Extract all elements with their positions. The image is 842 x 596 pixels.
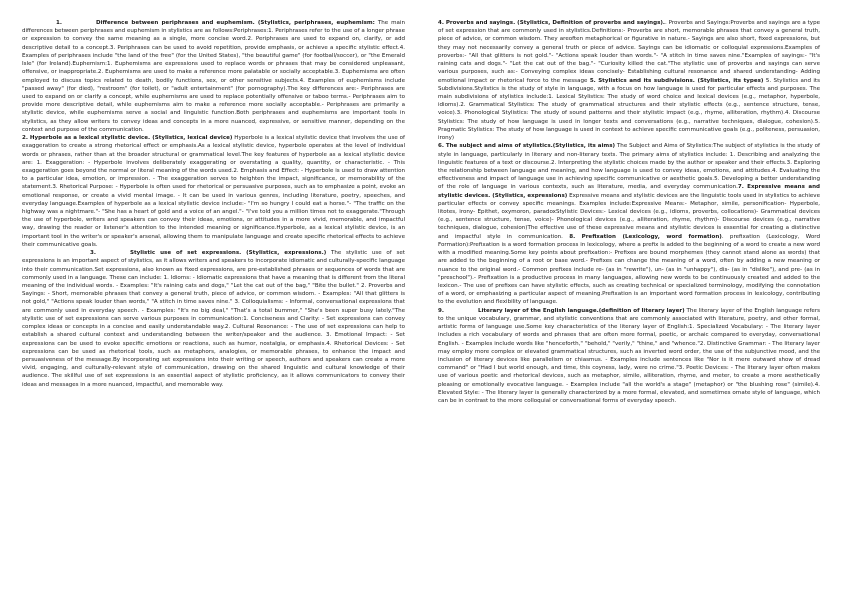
- section-number: 2.: [22, 135, 28, 142]
- section-heading: Stylistic use of set expressions. (Stylistics, expressions.): [129, 250, 327, 257]
- section-body: Hyperbole is a lexical stylistic device that involves the use of exaggeration to create a strong rhetorical effect or emphasis.As a lexical stylistic device, hyperbole operates at the level of individual words or phrases, rather than at the broader structural or grammatical level.The key features of hyperbole as a lexical stylistic device are: 1. Exaggeration: - Hyperbole involves deliberately exaggerating or overstating a quality, quantity, or characteristic. - This exaggeration goes beyond the normal or literal meaning of the words used.2. Emphasis and Effect: - Hyperbole is used to draw attention to a particular idea, emotion, or impression. - The exaggeration serves to heighten the impact, significance, or memorability of the statement.3. Rhetorical Purpose: - Hyperbole is often used for rhetorical or persuasive purposes, such as to emphasize a point, evoke an emotional response, or create a vivid mental image. - It can be used in various genres, including literature, poetry, speeches, and everyday language.Examples of hyperbole as a lexical stylistic device include:- "I'm so hungry I could eat a horse."- "The traffic on the highway was a nightmare."- "She has a heart of gold and a voice of an angel."- "I've told you a million times not to exaggerate."Through the use of hyperbole, writers and speakers can convey their ideas, emotions, or attitudes in a more vivid, memorable, and impactful way, drawing the reader or listener's attention to the intended meaning or significance.Hyperbole, as a lexical stylistic device, is an important tool in the writer's or speaker's arsenal, allowing them to manipulate language and create specific rhetorical effects to achieve their communicative goals.: [22, 135, 405, 248]
- section-2: [22, 134, 405, 249]
- section-4: [438, 19, 820, 142]
- section-body: Expressive means and stylistic devices are the linguistic tools used in stylistics to achieve particular effects or convey specific meanings. Examples include:Expressive Means:- Metaphor, simile, personification- Hyperbole, litotes, irony- Epithet, oxymoron, paradoxStylistic Devices:- Lexical devices (e.g., idioms, proverbs, collocations)- Grammatical devices (e.g., sentence structure, tense, voice)- Phonological devices (e.g., alliteration, rhyme, rhythm)- Discourse devices (e.g., narrative techniques, dialogue, cohesion)The effective use of these expressive means and stylistic devices is essential for creating a distinctive and impactful style in communication.: [438, 192, 820, 240]
- section-heading: Hyperbole as a lexical stylistic device. (Stylistics, lexical device): [29, 135, 233, 142]
- section-body: 5. Stylistics and its Subdivisions.Stylistics is the study of style in language, with a focus on how language is used for particular effects and purposes. The main subdivisions of stylistics include:1. Lexical Stylistics: The study of word choice and lexical devices (e.g., metaphor, hyperbole, idioms).2. Grammatical Stylistics: The study of grammatical structures and their stylistic effects (e.g., sentence structure, tense, voice).3. Phonological Stylistics: The study of sound patterns and their stylistic impact (e.g., rhyme, alliteration, rhythm).4. Discourse Stylistics: The study of how language is used in longer texts and conversations (e.g., narrative techniques, dialogue, cohesion).5. Pragmatic Stylistics: The study of how language is used in context to achieve specific communicative goals (e.g., politeness, persuasion, irony): [438, 77, 820, 142]
- section-heading: Prefixation (Lexicology, word formation): [581, 233, 722, 240]
- inline-section: [438, 184, 820, 239]
- section-body: . prefixation (Lexicology, Word Formation):Prefixation is a word formation process in lexicology, where a prefix is added to the beginning of a word to create a new word with a modified meaning.Some key points about prefixation:- Prefixes are bound morphemes (they cannot stand alone as words) that are added to the beginning of a root or base word.- Prefixes can change the meaning of a word, often by adding a new meaning or nuance to the original word.- Common prefixes include re- (as in "rewrite"), un- (as in "unhappy"), dis- (as in "dislike"), and pre- (as in "preschool").- Prefixation is a productive process in many languages, allowing new words to be continuously created and added to the lexicon.- The use of prefixes can have stylistic effects, such as creating technical or specialized terminology, modifying the connotation of a word, or emphasizing a particular aspect of meaning.Prefixation is an important word formation process in lexicology, contributing to the evolution and flexibility of language.: [438, 233, 821, 306]
- right-column: [438, 19, 820, 405]
- section-number: 4.: [438, 20, 444, 26]
- section-body: The literary layer of the English language refers to the unique vocabulary, grammar, and stylistic conventions that are commonly associated with literature, poetry, and other formal, artistic forms of language use.Some key characteristics of the literary layer of English:1. Specialized Vocabulary: - The literary layer includes a rich vocabulary of words and phrases that are often more formal, poetic, or archaic compared to everyday, conversational English. - Examples include words like "henceforth," "behold," "verily," "thine," and "whence."2. Distinctive Grammar: - The literary layer may employ more complex or elevated grammatical structures, such as inverted word order, the use of the subjunctive mood, and the inclusion of literary devices like parallelism or chiasmus. - Examples include sentences like "Nor is it mere outward show of dread command" or "Had I but world enough, and time, this coyness, lady, were no crime."3. Poetic Devices: - The literary layer often makes use of various poetic and rhetorical devices, such as metaphor, simile, alliteration, rhyme, and meter, to create a more aesthetically pleasing or emotionally evocative language. - Examples include "all the world's a stage" (metaphor) or "the blushing rose" (simile).4. Elevated Style: - The literary layer is generally characterized by a more formal, elevated, and sometimes ornate style of language, which can be in contrast to the more colloquial or conversational forms of everyday speech.: [438, 307, 820, 405]
- section-heading: Proverbs and sayings. (Stylistics, Definition of proverbs and sayings).: [445, 20, 666, 26]
- section-1: [22, 19, 405, 134]
- section-number: 7.: [737, 184, 744, 191]
- section-number: 6.: [438, 143, 444, 150]
- section-body: The stylistic use of set expressions is an important aspect of stylistics, as it allows writers and speakers to incorporate idiomatic and culturally-specific language into their communication.Set expressions, also known as fixed expressions, are pre-established phrases or sequences of words that are commonly used in a language. These can include: 1. Idioms: - Idiomatic expressions that have a meaning that is different from the literal meaning of the individual words. - Examples: "It's raining cats and dogs," "Let the cat out of the bag," "Bite the bullet." 2. Proverbs and Sayings: - Short, memorable phrases that convey a general truth, piece of advice, or common wisdom. - Examples: "All that glitters is not gold," "Actions speak louder than words," "A stitch in time saves nine." 3. Colloquialisms: - Informal, conversational expressions that are commonly used in everyday speech. - Examples: "It's no big deal," "That's a total bummer," "She's been super busy lately."The stylistic use of set expressions can serve various purposes in communication:1. Conciseness and Clarity: - Set expressions can convey complex ideas or concepts in a concise and easily understandable way.2. Cultural Resonance: - The use of set expressions can help to establish a shared cultural context and understanding between the writer/speaker and the audience. 3. Emotional Impact: - Set expressions can be used to evoke specific emotions or reactions, such as humor, nostalgia, or emphasis.4. Rhetorical Devices: - Set expressions can be used as rhetorical tools, such as metaphors, analogies, or memorable phrases, to enhance the impact and persuasiveness of the message.By incorporating set expressions into their writing or speech, authors and speakers can create a more vivid, engaging, and culturally-relevant style of communication, drawing on the shared linguistic and cultural knowledge of their audience. The skillful use of set expressions is an essential aspect of stylistic proficiency, as it allows communicators to convey their ideas and messages in a more nuanced, impactful, and memorable way.: [22, 250, 405, 388]
- section-number: 1.: [56, 20, 62, 26]
- section-number: 5.: [589, 77, 596, 84]
- section-heading: Stylistics and its subdivisions. (Stylistics, its types): [598, 77, 764, 84]
- section-heading: Literary layer of the English language.(definition of literary layer): [477, 307, 685, 314]
- section-heading: Difference between periphrases and euphemism. (Stylistics, periphrases, euphemism:: [95, 20, 375, 26]
- section-body: The Subject and Aims of Stylistics:The subject of stylistics is the study of style in language, particularly in literary and non-literary texts. The primary aims of stylistics include: 1. Describing and analyzing the linguistic features of a text or discourse.2. Interpreting the stylistic choices made by the author or speaker and their effects.3. Exploring the relationship between language and meaning, and how language is used to convey ideas, emotions, and attitudes.4. Evaluating the effectiveness and impact of language use in achieving specific communicative or aesthetic goals.5. Developing a better understanding of the role of language in various contexts, such as literature, media, and everyday communication.: [438, 143, 821, 191]
- section-heading: The subject and aims of stylistics.(Stylistics, its aims): [445, 143, 616, 150]
- section-body: . Proverbs and Sayings:Proverbs and sayings are a type of set expression that are commonly used in stylistics.Definitions:- Proverbs are short, memorable phrases that convey a general truth, piece of advice, or common wisdom. They areoften metaphorical or figurative in nature.- Sayings are also short, fixed expressions, but they may not necessarily convey a general truth or piece of advice. Sayings can be idiomatic or colloquial expressions.Examples of proverbs:- "All that glitters is not gold."- "Actions speak louder than words."- "A stitch in time saves nine."Examples of sayings:- "It's raining cats and dogs."- "Let the cat out of the bag."- "Curiosity killed the cat."The stylistic use of proverbs and sayings can serve various purposes, such as:- Conveying complex ideas concisely- Establishing cultural resonance and shared understanding- Adding emotional impact or rhetorical force to the message: [438, 20, 821, 84]
- left-column: [22, 19, 405, 389]
- section-6: [438, 142, 820, 306]
- section-heading: Expressive means and stylistic devices. (Stylistics, expressions): [438, 184, 821, 199]
- inline-section: [438, 234, 820, 306]
- section-9: [438, 307, 820, 406]
- section-number: 3.: [90, 250, 96, 257]
- section-number: 9.: [438, 307, 444, 314]
- inline-section: [438, 78, 820, 142]
- section-3: [22, 249, 405, 389]
- section-number: 8.: [569, 233, 576, 240]
- section-body: The main differences between periphrases and euphemism in stylistics are as follows:Periphrases:1. Periphrases refer to the use of a longer phrase or expression to convey the same meaning as a single, more concise word.2. Periphrases are used to expand on, clarify, or add descriptive detail to a concept.3. Periphrases can be used to avoid repetition, provide emphasis, or achieve a specific stylistic effect.4. Examples of periphrases include "the land of the free" (for the United States), "the beautiful game" (for football/soccer), or "the Emerald Isle" (for Ireland).Euphemism:1. Euphemisms are expressions used to replace words or phrases that may be considered unpleasant, offensive, or inappropriate.2. Euphemisms are used to make a reference more palatable or socially acceptable.3. Euphemisms are often employed to discuss topics related to death, bodily functions, sex, or other sensitive subjects.4. Examples of euphemisms include "passed away" (for died), "restroom" (for toilet), or "adult entertainment" (for pornography).The key differences are:- Periphrases are used to expand on or clarify a concept, while euphemisms are used to replace potentially offensive or taboo terms.- Periphrases aim to provide more descriptive detail, while euphemisms aim to make a reference more socially acceptable.- Periphrases are primarily a stylistic device, while euphemisms serve a social and linguistic function.Both periphrases and euphemisms are important tools in stylistics, as they allow writers to convey ideas and concepts in a more nuanced, expressive, or sensitive manner, depending on the context and purpose of the communication.: [22, 20, 405, 133]
